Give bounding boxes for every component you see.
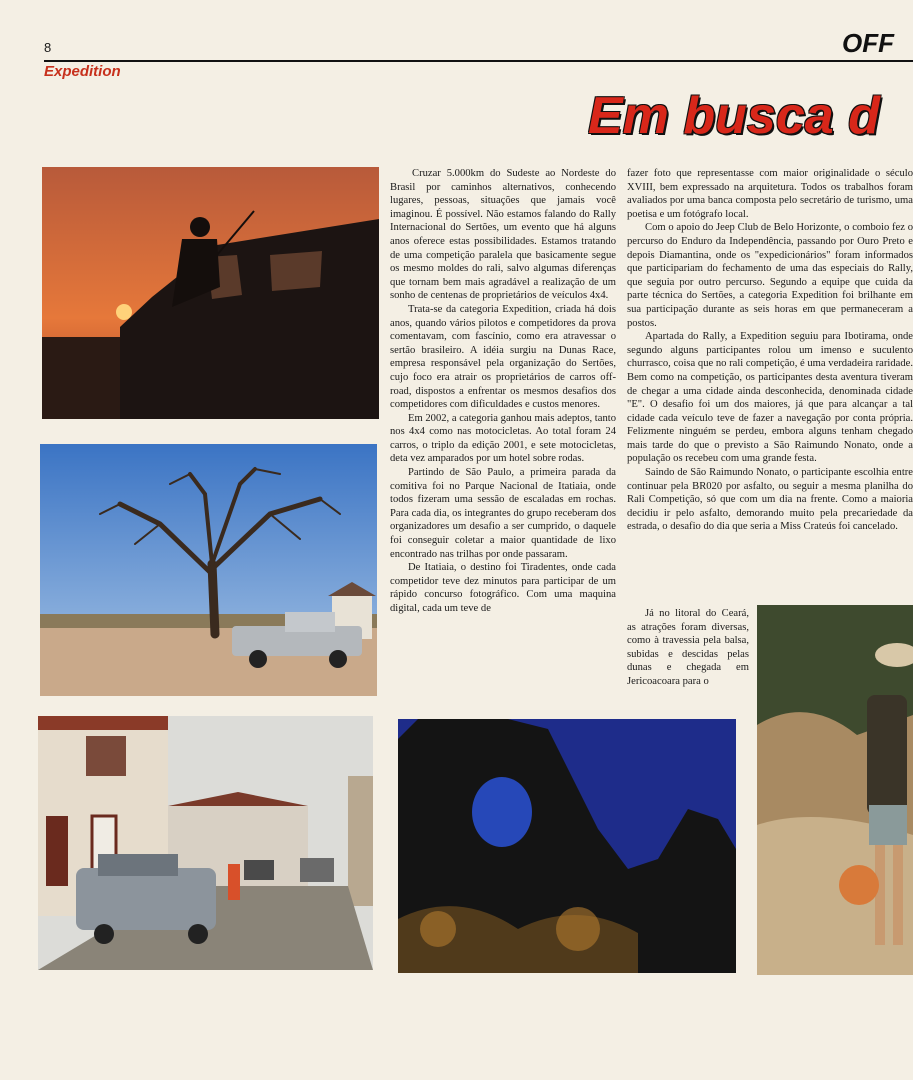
photo-sunset-jeep: [42, 167, 379, 419]
paragraph: Apartada do Rally, a Expedition seguiu para Ibotirama, onde segundo alguns participantes rolou um imenso e suculento churrasco, coisa que no rali competição, é uma verdadeira raridade. Bem como na competição, os participantes desta aventura tiveram de chegar a uma cidade ainda desconhecida, denominada cidade "E". O desafio foi um dos maiores, já que para alcançar a tal cidade cada veículo teve de fazer a navegação por conta própria. Felizmente ninguém se perdeu, embora alguns tenham chegado mais tarde do que o previsto a São Raimundo Nonato, onde a população os recebeu com uma grande festa.: [627, 331, 913, 465]
paragraph: Com o apoio do Jeep Club de Belo Horizonte, o comboio fez o percurso do Enduro da Independência, passando por Ouro Preto e depois Diamantina, onde os "expedicionários" foram informados que participariam do fechamento de uma das especiais do Rally, que seguia por outro percurso. Segundo a equipe que cuida da parte técnica do Sertões, a categoria Expedition foi brilhante em sua participação durante as seis horas em que permaneceram a postos.: [627, 222, 913, 329]
paragraph: Partindo de São Paulo, a primeira parada da comitiva foi no Parque Nacional de Itatiaia, onde todos fizeram uma sessão de escaladas em rochas. Para cada dia, os integrantes do grupo receberam dos organizadores um desafio a ser cumprido, o daquele foi conseguir coletar a maior quantidade de lixo encontrado nas trilhas por onde passaram.: [390, 467, 616, 560]
paragraph: Cruzar 5.000km do Sudeste ao Nordeste do Brasil por caminhos alternativos, conhecendo lugares, pessoas, situações que jamais você imaginou. É possível. Não estamos falando do Rally Internacional do Sertões, um evento que há alguns anos oferece estas possibilidades. Estamos tratando de uma competição paralela que basicamente segue os mesmo moldes do rali, salvo algumas diferenças que tornam bem mais agradável a realização de um sonho de centenas de proprietários de veículos 4x4.: [390, 168, 616, 302]
headline: Em busca d: [588, 87, 880, 145]
magazine-logo: OFF: [842, 28, 894, 58]
photo-hiker: [757, 605, 913, 975]
section-label: Expedition: [44, 63, 121, 80]
paragraph: De Itatiaia, o destino foi Tiradentes, onde cada competidor teve dez minutos para participar de um rápido concurso fotográfico. Com uma maquina digital, cada um teve de: [390, 562, 616, 614]
paragraph: Saindo de São Raimundo Nonato, o participante escolhia entre continuar pela BR020 por asfalto, ou seguir a mesma planilha do Rali Competição, só que com um dia na frente. Como a maioria decidiu ir pelo asfalto, demorando muito pela precariedade da estrada, o desafio do dia que seria a Miss Crateús foi cancelado.: [627, 467, 913, 533]
article-column-1: [390, 167, 616, 616]
paragraph: fazer foto que representasse com maior originalidade o século XVIII, bem expressado na arquitetura. Todos os trabalhos foram avaliados por uma banca composta pelo secretário de turismo, uma poetisa e um fotógrafo local.: [627, 168, 913, 220]
article-column-3: [627, 607, 749, 689]
photo-colonial-street: [38, 716, 373, 970]
photo-rock-arch: [398, 719, 736, 973]
photo-tree-pickup: [40, 444, 377, 696]
paragraph: Em 2002, a categoria ganhou mais adeptos, tanto nos 4x4 como nas motocicletas. Ao total foram 24 carros, o triplo da edição 2001, e sete motocicletas, deta vez amparados por um hotel sobre rodas.: [390, 412, 616, 465]
header-rule: [44, 60, 913, 62]
paragraph: Trata-se da categoria Expedition, criada há dois anos, quando vários pilotos e competidores da prova comentavam, com fascínio, como era atravessar o sertão brasileiro. A idéia surgiu na Dunas Race, empresa responsável pela organização do Sertões, cujo foco era atrair os proprietários de carros off-road, dispostos a enfrentar os mesmos desafios dos competidores com dificuldades e custos menores.: [390, 303, 616, 411]
page-number: 8: [44, 40, 52, 55]
article-column-2: [627, 167, 913, 534]
paragraph: Já no litoral do Ceará, as atrações foram diversas, como à travessia pela balsa, subidas e descidas pelas dunas e chegada em Jericoacoara para o: [627, 608, 749, 687]
